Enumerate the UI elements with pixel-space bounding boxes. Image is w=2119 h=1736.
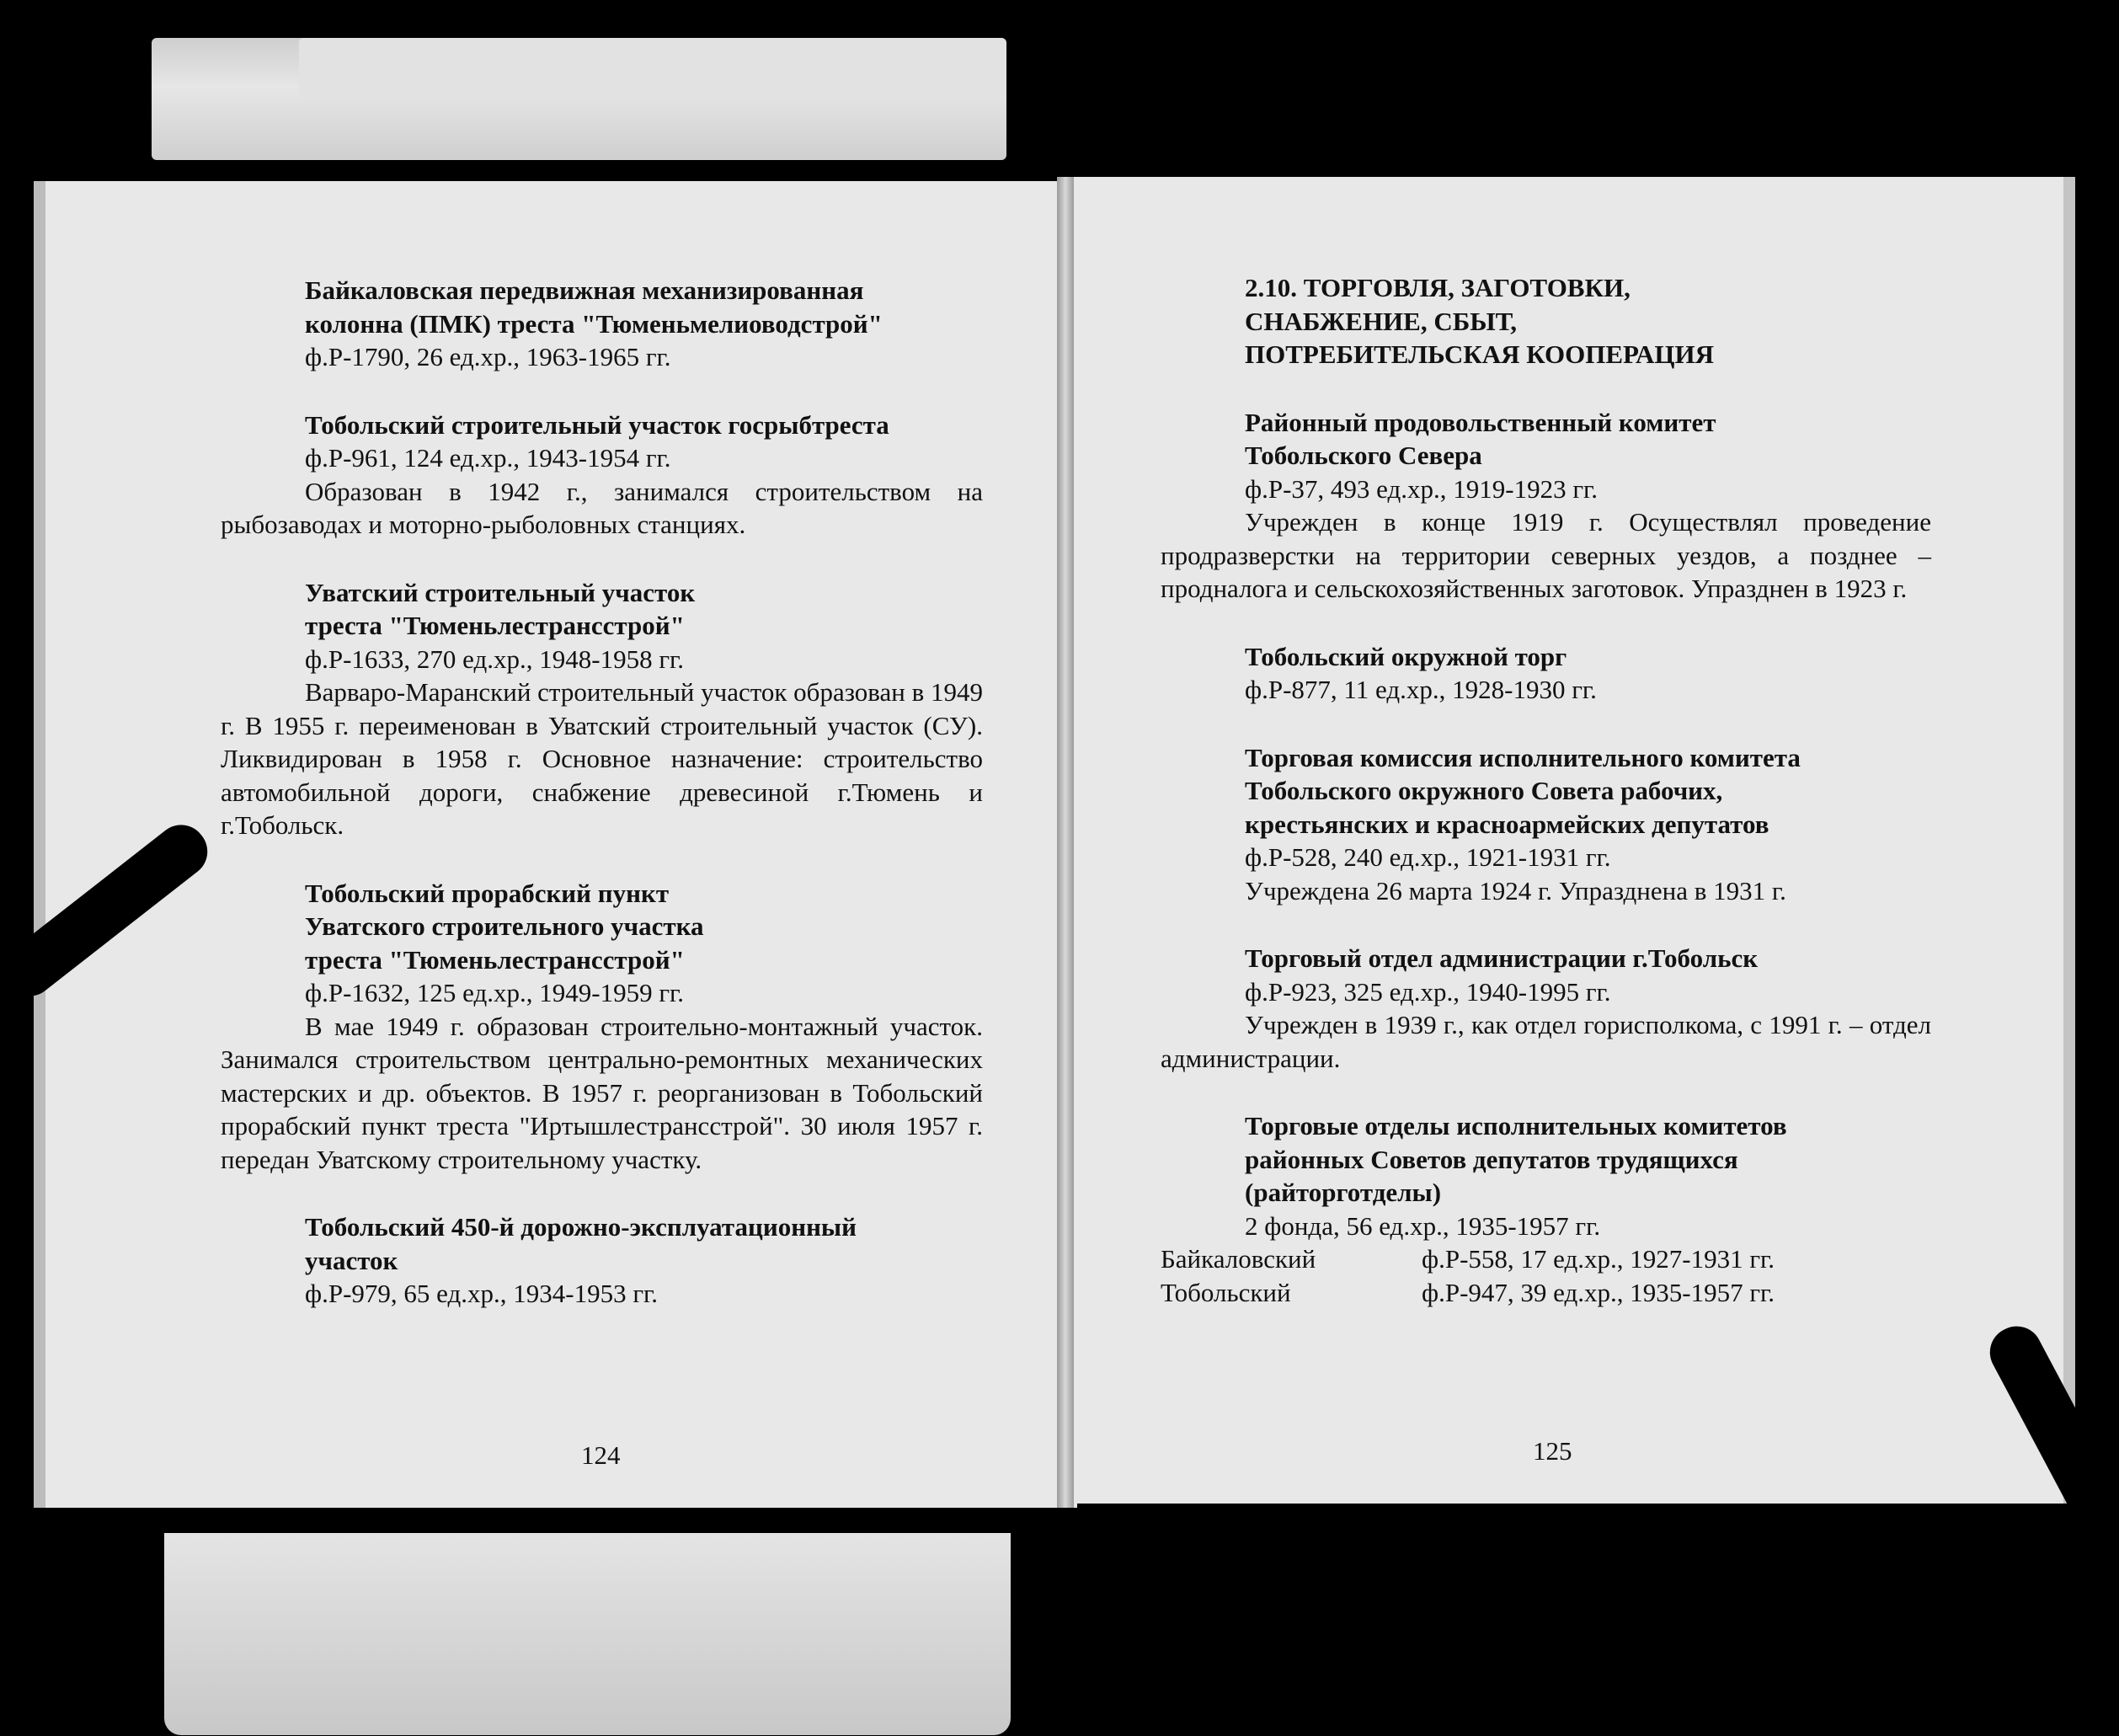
entry-fund: ф.Р-979, 65 ед.хр., 1934-1953 гг. xyxy=(305,1279,659,1308)
entry-title: треста "Тюменьлестрансстрой" xyxy=(305,944,685,975)
archive-entry xyxy=(1161,640,1931,707)
archive-entry xyxy=(221,1210,983,1311)
sub-fund-name: Тобольский xyxy=(1161,1277,1291,1307)
page-number: 125 xyxy=(1533,1436,1572,1466)
right-page-content xyxy=(1161,271,1931,1343)
entry-fund: ф.Р-961, 124 ед.хр., 1943-1954 гг. xyxy=(305,443,671,473)
entry-title: Торговая комиссия исполнительного комитета xyxy=(1245,742,1801,772)
left-page-content xyxy=(221,274,983,1345)
archive-entry xyxy=(221,409,983,542)
entry-title: крестьянских и красноармейских депутатов xyxy=(1245,809,1769,839)
entry-title: участок xyxy=(305,1245,398,1275)
entry-title: Тобольского Севера xyxy=(1245,441,1482,470)
entry-title: треста "Тюменьлестрансстрой" xyxy=(305,611,685,640)
archive-entry xyxy=(1161,942,1931,1075)
book-edge-top-tab xyxy=(299,38,1006,97)
entry-title: Тобольский прорабский пункт xyxy=(305,878,670,908)
entry-fund: ф.Р-528, 240 ед.хр., 1921-1931 гг. xyxy=(1245,842,1611,872)
page-number: 124 xyxy=(581,1440,621,1470)
entry-description: В мае 1949 г. образован строительно-монтажный участок. Занимался строительством центрально-ремонтных механических мастерских и др. объектов. В 1957 г. реорганизован в Тобольский прорабский пункт треста "Иртышлестрансстрой". 30 июля 1957 г. передан Уватскому строительному участку. xyxy=(221,1011,983,1174)
entry-title: Районный продовольственный комитет xyxy=(1245,407,1716,437)
entry-fund: 2 фонда, 56 ед.хр., 1935-1957 гг. xyxy=(1245,1210,1601,1241)
section-heading xyxy=(1161,271,1931,371)
sub-fund-row xyxy=(1161,1276,1931,1310)
entry-title: районных Советов депутатов трудящихся xyxy=(1245,1144,1738,1174)
entry-title: Уватский строительный участок xyxy=(305,577,696,607)
entry-fund: ф.Р-877, 11 ед.хр., 1928-1930 гг. xyxy=(1245,675,1597,704)
sub-fund-row xyxy=(1161,1242,1931,1276)
entry-title: Торговые отделы исполнительных комитетов xyxy=(1245,1111,1787,1140)
archive-entry xyxy=(1161,406,1931,606)
archive-entry xyxy=(1161,1109,1931,1309)
entry-description: Учрежден в 1939 г., как отдел горисполкома, с 1991 г. – отдел администрации. xyxy=(1161,1010,1931,1073)
entry-fund: ф.Р-1790, 26 ед.хр., 1963-1965 гг. xyxy=(305,342,671,371)
sub-fund-ref: ф.Р-558, 17 ед.хр., 1927-1931 гг. xyxy=(1422,1244,1775,1274)
entry-title: Тобольский 450-й дорожно-эксплуатационный xyxy=(305,1212,857,1242)
sub-fund-ref: ф.Р-947, 39 ед.хр., 1935-1957 гг. xyxy=(1422,1277,1775,1307)
entry-description: Учреждена 26 марта 1924 г. Упразднена в 1931 г. xyxy=(1245,875,1786,905)
entry-title: Тобольский строительный участок госрыбтреста xyxy=(305,409,889,440)
entry-description: Варваро-Маранский строительный участок образован в 1949 г. В 1955 г. переименован в Уватский строительный участок (СУ). Ликвидирован в 1958 г. Основное назначение: строительство автомобильной дороги, снабжение древесиной г.Тюмень и г.Тобольск. xyxy=(221,677,983,840)
archive-entry xyxy=(221,576,983,842)
entry-fund: ф.Р-37, 493 ед.хр., 1919-1923 гг. xyxy=(1245,473,1599,504)
section-heading-line: СНАБЖЕНИЕ, СБЫТ, xyxy=(1245,306,1517,336)
entry-title: Тобольский окружной торг xyxy=(1245,641,1567,671)
book-spine xyxy=(1057,177,1074,1508)
entry-title: колонна (ПМК) треста "Тюменьмелиоводстрой" xyxy=(305,308,883,339)
entry-fund: ф.Р-923, 325 ед.хр., 1940-1995 гг. xyxy=(1245,976,1611,1007)
entry-title: Байкаловская передвижная механизированная xyxy=(305,275,864,305)
entry-title: Торговый отдел администрации г.Тобольск xyxy=(1245,943,1759,973)
book-edge-bottom xyxy=(164,1533,1011,1735)
entry-fund: ф.Р-1632, 125 ед.хр., 1949-1959 гг. xyxy=(305,978,685,1007)
section-heading-line: ПОТРЕБИТЕЛЬСКАЯ КООПЕРАЦИЯ xyxy=(1245,339,1714,369)
entry-fund: ф.Р-1633, 270 ед.хр., 1948-1958 гг. xyxy=(305,644,685,674)
entry-title: (райторготделы) xyxy=(1245,1178,1442,1207)
archive-entry xyxy=(1161,741,1931,908)
archive-entry xyxy=(221,877,983,1177)
entry-title: Тобольского окружного Совета рабочих, xyxy=(1245,776,1723,805)
entry-title: Уватского строительного участка xyxy=(305,911,704,941)
section-heading-line: 2.10. ТОРГОВЛЯ, ЗАГОТОВКИ, xyxy=(1245,273,1631,302)
archive-entry xyxy=(221,274,983,374)
entry-description: Образован в 1942 г., занимался строительством на рыбозаводах и моторно-рыболовных станциях. xyxy=(221,476,983,539)
sub-fund-name: Байкаловский xyxy=(1161,1244,1316,1274)
entry-description: Учрежден в конце 1919 г. Осуществлял проведение продразверстки на территории северных уездов, а позднее – продналога и сельскохозяйственных заготовок. Упразднен в 1923 г. xyxy=(1161,507,1931,603)
